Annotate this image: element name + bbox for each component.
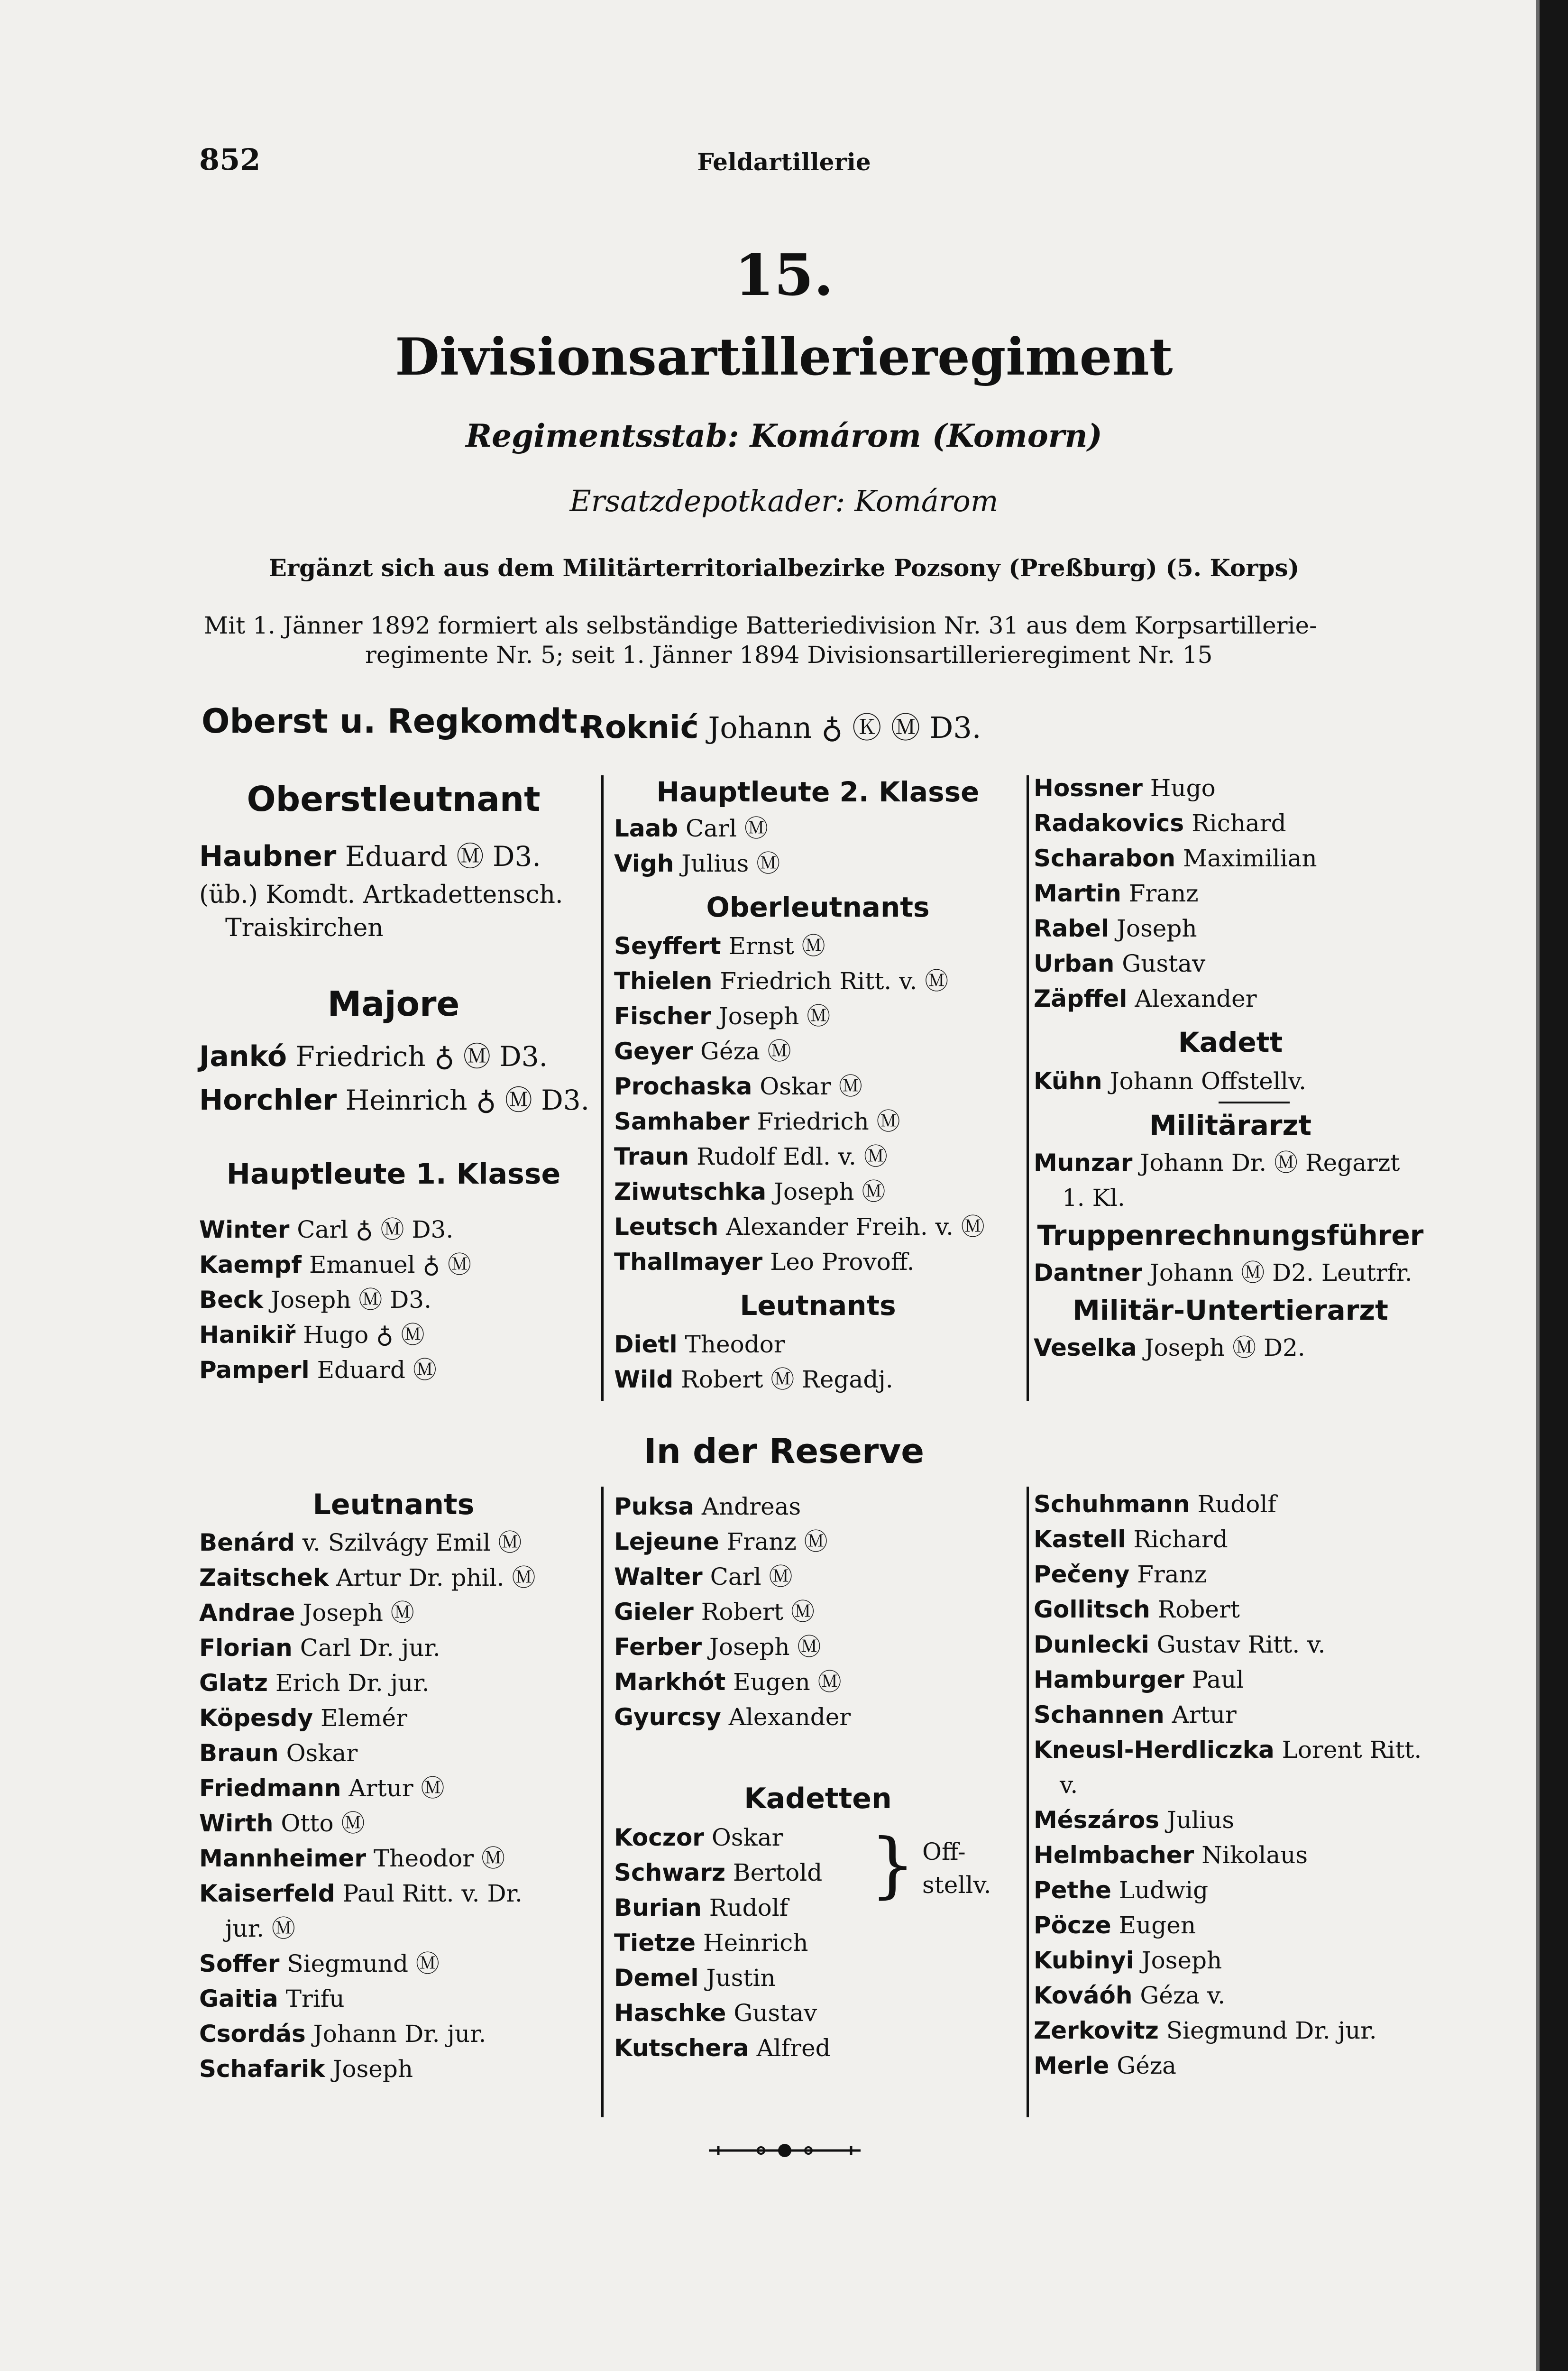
entry-row <box>1034 2013 1427 2048</box>
entry-surname: Kutschera <box>614 2034 749 2062</box>
entry-rest: Oskar <box>711 1824 783 1851</box>
ersatzdepotkader: Ersatzdepotkader: Komárom <box>569 484 999 518</box>
entry-surname: Haschke <box>614 1999 726 2027</box>
entry-rest: Johann Dr. jur. <box>313 2020 486 2048</box>
entry-rest: Theodor Ⓜ <box>373 1845 505 1872</box>
running-title: Feldartillerie <box>697 148 871 176</box>
entry-surname: Prochaska <box>614 1073 752 1100</box>
regiment-number: 15. <box>734 242 834 309</box>
entry-row <box>1034 841 1427 876</box>
entry-rest: Carl Ⓜ <box>710 1563 793 1590</box>
entry-row <box>614 811 1022 846</box>
entry-surname: Kneusl-Herdliczka <box>1034 1736 1275 1764</box>
entry-rest: Joseph Ⓜ <box>718 1002 831 1030</box>
oberst-given: Johann <box>708 710 812 745</box>
entry-surname: Köpesdy <box>199 1704 313 1732</box>
entry-rest: Joseph Ⓜ D3. <box>270 1286 432 1314</box>
note-line: Traiskirchen <box>225 914 384 942</box>
oberst-surname: Roknić <box>581 709 699 745</box>
entry-rest: Paul <box>1192 1666 1244 1693</box>
entry-surname: Schuhmann <box>1034 1490 1190 1518</box>
entry-row <box>614 1629 1022 1664</box>
reserve-column-2 <box>614 1489 1022 2066</box>
section-heading: Militär-Untertierarzt <box>1073 1294 1388 1326</box>
entry-rest: Artur <box>1172 1701 1237 1728</box>
entry-row <box>614 1034 1022 1069</box>
entry-surname: Hossner <box>1034 774 1143 802</box>
column-rule <box>601 1487 604 2117</box>
entry-rest: Elemér <box>320 1704 407 1732</box>
entry-surname: Vigh <box>614 850 674 877</box>
entry-rest: Johann Ⓜ D2. Leutrfr. <box>1149 1259 1412 1287</box>
entry-row <box>1034 1255 1427 1290</box>
entry-surname: Kaiserfeld <box>199 1880 335 1907</box>
entry-rest: Robert Ⓜ <box>701 1598 815 1626</box>
entry-surname: Schafarik <box>199 2055 325 2083</box>
entry-rest: Nikolaus <box>1201 1841 1308 1869</box>
entry-rest: Joseph <box>332 2055 413 2083</box>
entry-surname: Markhót <box>614 1668 726 1696</box>
entry-surname: Laab <box>614 815 679 842</box>
entry-row <box>1034 771 1427 806</box>
entry-row <box>199 1035 588 1078</box>
section-heading: Majore <box>327 984 460 1024</box>
entry-rest: Leo Provoff. <box>770 1248 915 1276</box>
entry-row <box>614 999 1022 1034</box>
entry-rest: Friedrich Ritt. v. Ⓜ <box>720 967 949 995</box>
entry-rest: Alexander Freih. v. Ⓜ <box>726 1213 985 1241</box>
entry-surname: Soffer <box>199 1950 280 1977</box>
entry-rest: Friedrich ♁ Ⓜ D3. <box>295 1040 548 1073</box>
entry-row <box>199 1352 588 1388</box>
entry-row <box>1034 1838 1427 1873</box>
page-number: 852 <box>199 142 261 177</box>
entry-row <box>1034 1662 1427 1697</box>
entry-row <box>1034 1330 1427 1365</box>
entry-row <box>1034 2048 1427 2083</box>
entry-surname: Merle <box>1034 2052 1110 2079</box>
entry-rest: Julius <box>1166 1806 1235 1834</box>
section-heading: Militärarzt <box>1149 1109 1312 1141</box>
entry-surname: Traun <box>614 1143 689 1170</box>
entry-surname: Zerkovitz <box>1034 2017 1159 2044</box>
entry-row <box>199 1247 588 1282</box>
entry-row <box>1034 981 1427 1016</box>
entry-row <box>199 1560 588 1595</box>
entry-surname: Winter <box>199 1216 290 1243</box>
entry-row <box>614 1174 1022 1209</box>
entry-rest: Siegmund Dr. jur. <box>1166 2017 1377 2044</box>
entry-rest: Alexander <box>1135 985 1257 1012</box>
entry-surname: Mészáros <box>1034 1806 1160 1834</box>
entry-surname: Gollitsch <box>1034 1596 1150 1623</box>
entry-rest: v. Szilvágy Emil Ⓜ <box>302 1529 522 1556</box>
entry-surname: Florian <box>199 1634 293 1662</box>
entry-row <box>1034 806 1427 841</box>
entry-rest: Artur Dr. phil. Ⓜ <box>336 1564 536 1591</box>
oberst-rank: Oberst u. Regkomdt. <box>202 702 590 741</box>
section-heading: Kadetten <box>744 1782 892 1815</box>
entry-surname: Tietze <box>614 1929 696 1957</box>
section-heading: Truppenrechnungsführer <box>1037 1219 1424 1251</box>
entry-row <box>199 1736 588 1771</box>
entry-surname: Beck <box>199 1286 263 1314</box>
entry-surname: Schwarz <box>614 1859 725 1886</box>
entry-continuation: 1. Kl. <box>1062 1184 1125 1212</box>
entry-surname: Martin <box>1034 880 1121 907</box>
entry-rest: Carl Ⓜ <box>686 815 768 842</box>
entry-surname: Geyer <box>614 1038 693 1065</box>
section-heading: Hauptleute 1. Klasse <box>226 1158 561 1191</box>
entry-row <box>1034 1145 1427 1180</box>
entry-rest: Alfred <box>756 2034 831 2062</box>
entry-surname: Gieler <box>614 1598 694 1626</box>
entry-rest: Robert Ⓜ Regadj. <box>681 1366 893 1393</box>
entry-surname: Ziwutschka <box>614 1178 767 1205</box>
entry-rest: Carl ♁ Ⓜ D3. <box>297 1216 454 1243</box>
ornament-divider <box>709 2141 861 2160</box>
entry-rest: Justin <box>706 1964 776 1992</box>
erganzt-line: Ergänzt sich aus dem Militärterritorialbezirke Pozsony (Preßburg) (5. Korps) <box>268 554 1300 582</box>
entry-surname: Braun <box>199 1739 279 1767</box>
column-2 <box>614 773 1022 1397</box>
entry-rest: v. <box>1060 1771 1078 1799</box>
reserve-column-3 <box>1034 1487 1427 2083</box>
entry-row <box>1034 1873 1427 1908</box>
regiment-title: Divisionsartillerieregiment <box>395 327 1173 387</box>
entry-surname: Samhaber <box>614 1108 750 1135</box>
entry-rest: Erich Dr. jur. <box>275 1669 430 1697</box>
entry-rest: Hugo ♁ Ⓜ <box>303 1321 425 1349</box>
entry-row <box>199 1282 588 1317</box>
entry-row <box>199 1911 588 1946</box>
entry-surname: Scharabon <box>1034 845 1176 872</box>
entry-rest: Julius Ⓜ <box>681 850 780 877</box>
entry-rest: Johann Dr. Ⓜ Regarzt <box>1140 1149 1400 1176</box>
entry-surname: Lejeune <box>614 1528 719 1555</box>
section-heading: Oberstleutnant <box>247 779 541 819</box>
entry-rest: Johann Offstellv. <box>1110 1067 1307 1095</box>
entry-rest: Rudolf Edl. v. Ⓜ <box>697 1143 888 1170</box>
entry-row <box>614 846 1022 881</box>
section-heading: Oberleutnants <box>706 891 930 923</box>
entry-surname: Hanikiř <box>199 1321 296 1349</box>
entry-rest: Paul Ritt. v. Dr. <box>342 1880 523 1907</box>
kadetten-list <box>614 1820 1022 2066</box>
entry-rest: Gustav Ritt. v. <box>1156 1631 1326 1658</box>
entry-rest: Joseph Ⓜ <box>709 1633 821 1661</box>
entry-surname: Hamburger <box>1034 1666 1185 1693</box>
entry-row <box>199 835 588 878</box>
entry-rest: Maximilian <box>1183 845 1317 872</box>
entry-surname: Urban <box>1034 950 1115 977</box>
entry-row <box>199 1665 588 1700</box>
oberst-entry <box>581 704 981 746</box>
entry-row <box>614 2031 1022 2066</box>
entry-rest: Géza Ⓜ <box>700 1038 791 1065</box>
entry-list <box>199 1212 588 1388</box>
entry-row <box>199 2016 588 2051</box>
entry-row <box>614 1104 1022 1139</box>
entry-surname: Radakovics <box>1034 809 1184 837</box>
entry-rest: Franz <box>1128 880 1199 907</box>
entry-row <box>614 964 1022 999</box>
entry-row <box>199 1700 588 1736</box>
entry-row <box>614 1700 1022 1735</box>
entry-row <box>199 1841 588 1876</box>
entry-row <box>199 1212 588 1247</box>
entry-surname: Wirth <box>199 1810 274 1837</box>
entry-surname: Walter <box>614 1563 703 1590</box>
entry-rest: Franz <box>1137 1561 1207 1588</box>
kadetten-note: stellv. <box>922 1871 991 1899</box>
entry-surname: Kubinyi <box>1034 1947 1134 1974</box>
entry-surname: Demel <box>614 1964 699 1992</box>
entry-rest: Siegmund Ⓜ <box>287 1950 440 1977</box>
entry-rest: Robert <box>1157 1596 1240 1623</box>
entry-row <box>1034 1802 1427 1838</box>
entry-surname: Thallmayer <box>614 1248 763 1276</box>
entry-surname: Zaitschek <box>199 1564 329 1591</box>
entry-surname: Schannen <box>1034 1701 1165 1728</box>
section-heading: Kadett <box>1178 1026 1283 1058</box>
entry-rest: Alexander <box>728 1703 851 1731</box>
entry-surname: Pečeny <box>1034 1561 1130 1588</box>
entry-surname: Kaempf <box>199 1251 302 1278</box>
entry-rest: Hugo <box>1150 774 1216 802</box>
column-rule <box>1027 1487 1029 2117</box>
entry-surname: Ferber <box>614 1633 702 1661</box>
entry-rest: Joseph <box>1141 1947 1222 1974</box>
entry-rest: Heinrich ♁ Ⓜ D3. <box>345 1084 590 1116</box>
column-rule <box>1027 775 1029 1401</box>
entry-row <box>1034 1557 1427 1592</box>
entry-rest: Oskar <box>286 1739 358 1767</box>
column-3 <box>1034 771 1427 1365</box>
entry-rest: Géza <box>1117 2052 1176 2079</box>
entry-row <box>614 1362 1022 1397</box>
entry-row <box>1034 1522 1427 1557</box>
entry-surname: Pöcze <box>1034 1912 1111 1939</box>
entry-rest: Richard <box>1133 1526 1228 1553</box>
entry-surname: Pamperl <box>199 1356 310 1384</box>
entry-row <box>1034 876 1427 911</box>
entry-row <box>614 1327 1022 1362</box>
entry-row <box>199 1806 588 1841</box>
entry-row <box>1034 1592 1427 1627</box>
entry-rest: Trifu <box>285 1985 345 2013</box>
entry-rest: Heinrich <box>703 1929 808 1957</box>
entry-surname: Dunlecki <box>1034 1631 1149 1658</box>
entry-row <box>614 1244 1022 1279</box>
entry-row <box>199 2051 588 2086</box>
section-heading: Hauptleute 2. Klasse <box>656 776 980 808</box>
reserve-column-1 <box>199 1484 588 2086</box>
section-heading: Leutnants <box>312 1488 475 1521</box>
entry-surname: Fischer <box>614 1002 711 1030</box>
entry-surname: Friedmann <box>199 1774 341 1802</box>
entry-surname: Zäpffel <box>1034 985 1128 1012</box>
note-line: (üb.) Komdt. Artkadettensch. <box>199 881 563 909</box>
entry-rest: Eduard Ⓜ <box>317 1356 437 1384</box>
section-heading: Leutnants <box>740 1289 896 1322</box>
entry-rest: Gustav <box>1122 950 1206 977</box>
entry-rest: Ernst Ⓜ <box>728 932 825 960</box>
entry-rest: Franz Ⓜ <box>726 1528 828 1555</box>
entry-row <box>614 928 1022 964</box>
regimentsstab: Regimentsstab: Komárom (Komorn) <box>466 417 1102 454</box>
entry-row <box>199 1317 588 1352</box>
entry-row <box>1034 1767 1427 1802</box>
entry-row <box>1034 1978 1427 2013</box>
entry-rest: Eugen <box>1119 1912 1196 1939</box>
divider <box>1219 1102 1290 1103</box>
entry-row <box>199 1595 588 1630</box>
history-line-1: Mit 1. Jänner 1892 formiert als selbständige Batteriedivision Nr. 31 aus dem Korpsartillerie- <box>204 612 1318 639</box>
entry-row <box>199 1078 588 1122</box>
brace: } <box>870 1824 916 1906</box>
entry-rest: Gustav <box>734 1999 817 2027</box>
entry-row <box>1034 1064 1427 1099</box>
entry-surname: Kühn <box>1034 1067 1102 1095</box>
entry-row <box>1034 1943 1427 1978</box>
entry-surname: Munzar <box>1034 1149 1133 1176</box>
entry-surname: Koczor <box>614 1824 704 1851</box>
entry-rest: Otto Ⓜ <box>281 1810 365 1837</box>
entry-surname: Kováóh <box>1034 1982 1133 2009</box>
entry-rest: Emanuel ♁ Ⓜ <box>309 1251 471 1278</box>
reserve-heading: In der Reserve <box>643 1431 925 1471</box>
entry-row <box>199 1771 588 1806</box>
entry-rest: Andreas <box>701 1493 801 1520</box>
entry-surname: Helmbacher <box>1034 1841 1194 1869</box>
entry-surname: Puksa <box>614 1493 694 1520</box>
entry-rest: Eduard Ⓜ D3. <box>345 840 541 873</box>
entry-surname: Benárd <box>199 1529 295 1556</box>
entry-rest: Artur Ⓜ <box>348 1774 445 1802</box>
entry-surname: Glatz <box>199 1669 268 1697</box>
entry-rest: Bertold <box>733 1859 823 1886</box>
entry-surname: Gaitia <box>199 1985 278 2013</box>
entry-surname: Dietl <box>614 1331 678 1358</box>
entry-row <box>614 1664 1022 1700</box>
entry-rest: Joseph <box>1117 915 1197 942</box>
entry-row <box>199 1525 588 1560</box>
entry-row <box>614 1960 1022 1995</box>
entry-rest: Joseph Ⓜ <box>303 1599 414 1627</box>
entry-row <box>1034 1487 1427 1522</box>
entry-surname: Veselka <box>1034 1334 1137 1361</box>
entry-rest: Joseph Ⓜ D2. <box>1144 1334 1305 1361</box>
entry-row <box>199 1981 588 2016</box>
entry-rest: Friedrich Ⓜ <box>757 1108 900 1135</box>
entry-rest: Ludwig <box>1119 1876 1209 1904</box>
oberst-marks: ♁ Ⓚ Ⓜ D3. <box>821 710 981 745</box>
entry-rest: Oskar Ⓜ <box>760 1073 862 1100</box>
entry-rest: Joseph Ⓜ <box>773 1178 886 1205</box>
entry-surname: Pethe <box>1034 1876 1111 1904</box>
history-line-2: regimente Nr. 5; seit 1. Jänner 1894 Divisionsartillerieregiment Nr. 15 <box>365 641 1213 669</box>
entry-surname: Leutsch <box>614 1213 719 1241</box>
entry-row <box>614 1594 1022 1629</box>
entry-surname: Horchler <box>199 1084 337 1117</box>
entry-rest: Rudolf <box>709 1894 789 1921</box>
entry-surname: Rabel <box>1034 915 1110 942</box>
entry-row <box>1034 1908 1427 1943</box>
entry-surname: Wild <box>614 1366 674 1393</box>
entry-row <box>614 1069 1022 1104</box>
entry-surname: Seyffert <box>614 932 721 960</box>
kadetten-note: Off- <box>922 1838 966 1866</box>
entry-row <box>199 1876 588 1911</box>
entry-rest: Carl Dr. jur. <box>300 1634 440 1662</box>
entry-rest: jur. Ⓜ <box>225 1915 295 1942</box>
entry-row <box>1034 1732 1427 1767</box>
entry-row <box>614 1524 1022 1559</box>
entry-rest: Eugen Ⓜ <box>733 1668 842 1696</box>
column-rule <box>601 775 604 1401</box>
entry-surname: Gyurcsy <box>614 1703 721 1731</box>
entry-row <box>614 1489 1022 1524</box>
entry-surname: Mannheimer <box>199 1845 367 1872</box>
entry-row <box>614 1925 1022 1960</box>
entry-surname: Thielen <box>614 967 713 995</box>
entry-rest: Géza v. <box>1140 1982 1226 2009</box>
entry-rest: Richard <box>1192 809 1286 837</box>
entry-row <box>1034 1627 1427 1662</box>
entry-row <box>614 1209 1022 1244</box>
entry-surname: Andrae <box>199 1599 295 1627</box>
entry-surname: Burian <box>614 1894 702 1921</box>
entry-row <box>1034 1697 1427 1732</box>
entry-row <box>614 1995 1022 2031</box>
entry-row <box>614 1139 1022 1174</box>
entry-rest: Theodor <box>685 1331 785 1358</box>
entry-row <box>1034 911 1427 946</box>
entry-surname: Csordás <box>199 2020 306 2048</box>
entry-surname: Jankó <box>199 1040 287 1073</box>
entry-rest: Lorent Ritt. <box>1282 1736 1422 1764</box>
entry-row <box>199 1946 588 1981</box>
entry-surname: Dantner <box>1034 1259 1142 1287</box>
entry-surname: Haubner <box>199 840 337 873</box>
entry-row <box>614 1559 1022 1594</box>
entry-row <box>199 1630 588 1665</box>
column-1 <box>199 773 588 1388</box>
entry-surname: Kastell <box>1034 1526 1126 1553</box>
entry-row <box>1034 946 1427 981</box>
entry-rest: Rudolf <box>1197 1490 1276 1518</box>
